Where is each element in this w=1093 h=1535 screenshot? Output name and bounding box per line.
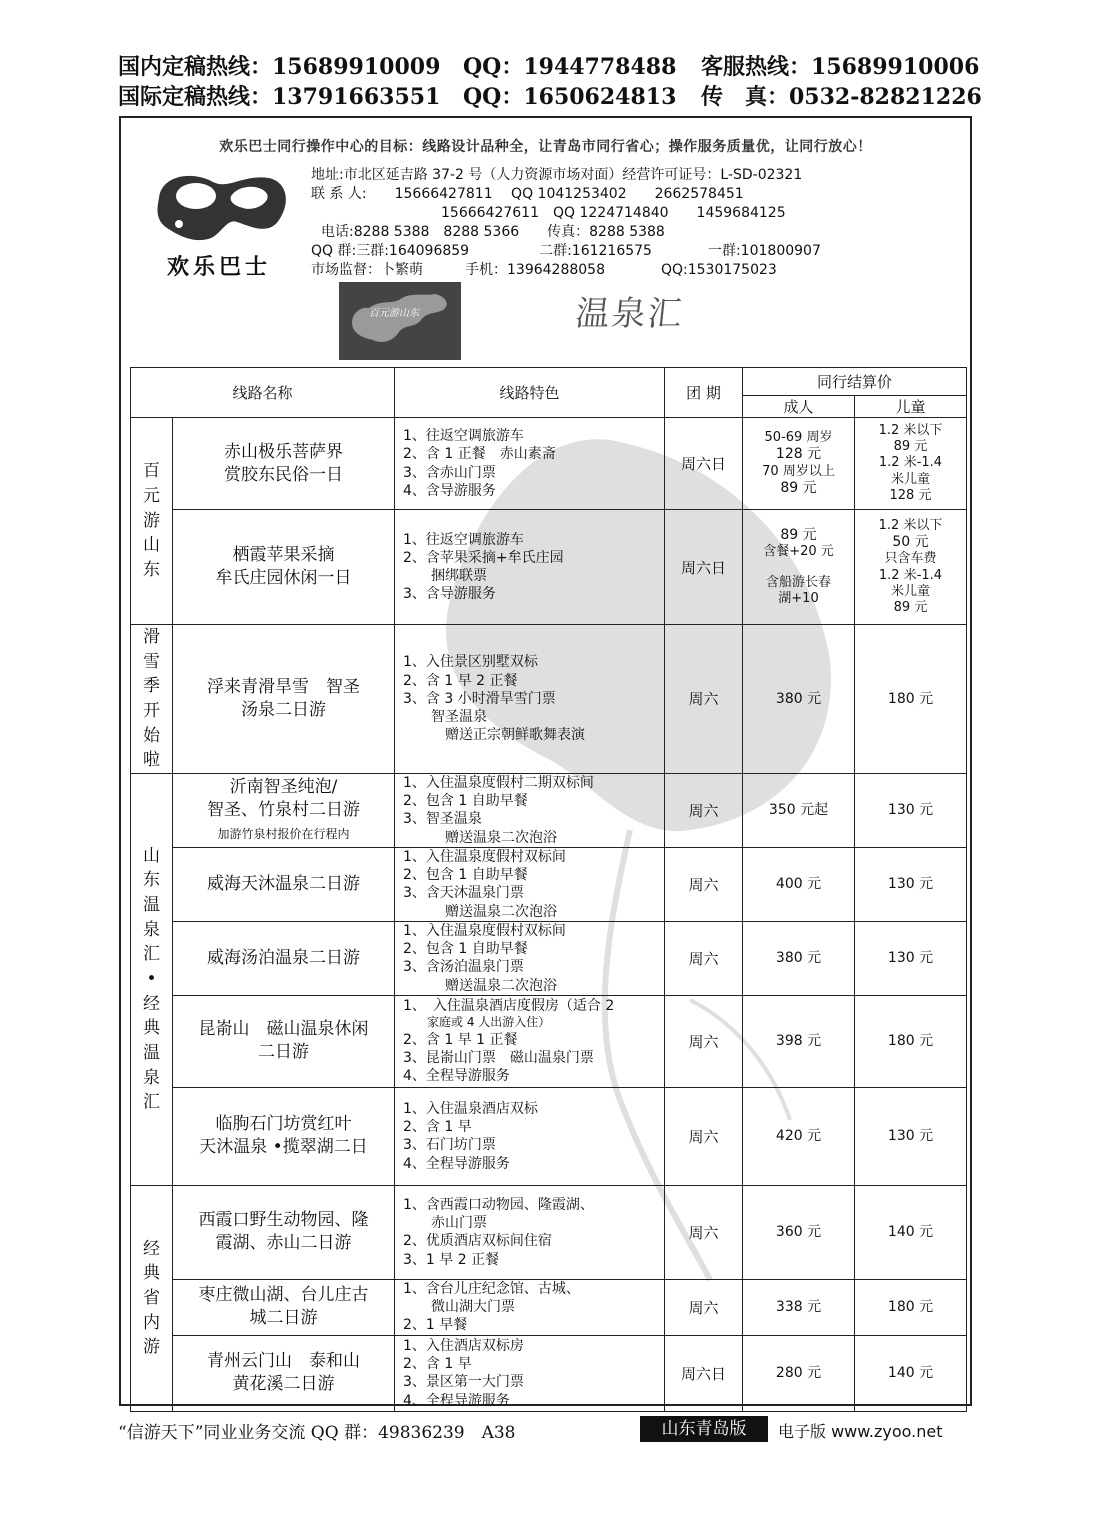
- child-price: 130 元: [855, 1087, 967, 1185]
- tour-date: 周六日: [665, 1335, 743, 1411]
- contact-line-2: 15666427611 QQ 1224714840 1459684125: [441, 205, 786, 221]
- route-name: 栖霞苹果采摘 牟氏庄园休闲一日: [173, 510, 395, 625]
- route-note: 加游竹泉村报价在行程内: [217, 826, 350, 841]
- route-name: 赤山极乐菩萨界 赏胶东民俗一日: [173, 418, 395, 510]
- market-supervisor: 市场监督：卜繁萌 手机：13964288058 QQ:1530175023: [311, 262, 777, 278]
- badge-1-text: 百元游山东: [369, 308, 419, 319]
- category-baiyuan: 百元游山东: [131, 418, 173, 625]
- route-features: 1、 入住温泉酒店度假房（适合 2 家庭或 4 人出游入住） 2、含 1 早 1 正餐 3、昆嵛山门票 磁山温泉门票 4、全程导游服务: [395, 995, 665, 1087]
- route-name: 浮来青滑旱雪 智圣 汤泉二日游: [173, 625, 395, 774]
- domestic-hotline: 国内定稿热线：15689910009: [118, 54, 441, 80]
- route-features: 1、往返空调旅游车 2、含苹果采摘+牟氏庄园 捆绑联票 3、含导游服务: [395, 510, 665, 625]
- route-features: 1、入住温泉酒店双标 2、含 1 早 3、石门坊门票 4、全程导游服务: [395, 1087, 665, 1185]
- route-price-table: [130, 367, 967, 1412]
- tour-date: 周六日: [665, 418, 743, 510]
- table-row: [131, 1335, 967, 1411]
- tour-date: 周六: [665, 847, 743, 921]
- route-features: 1、入住温泉度假村双标间 2、包含 1 自助早餐 3、含汤泊温泉门票 赠送温泉二次泡浴: [395, 921, 665, 995]
- route-features: 1、含台儿庄纪念馆、古城、 微山湖大门票 2、1 早餐: [395, 1279, 665, 1335]
- tour-date: 周六: [665, 995, 743, 1087]
- route-name: 青州云门山 泰和山 黄花溪二日游: [173, 1335, 395, 1411]
- badge-2-text: 温泉汇: [573, 294, 686, 334]
- header-child: 儿童: [855, 396, 967, 418]
- table-row: [131, 773, 967, 847]
- route-name: 威海汤泊温泉二日游: [173, 921, 395, 995]
- adult-price: 398 元: [743, 995, 855, 1087]
- hotline-row-2: [118, 80, 982, 110]
- service-hotline: 客服热线：15689910006: [701, 54, 980, 80]
- child-price: 1.2 米以下 50 元 只含车费 1.2 米-1.4 米儿童 89 元: [855, 510, 967, 625]
- badge-wenquanhui: [573, 286, 706, 356]
- tour-date: 周六: [665, 1087, 743, 1185]
- tour-date: 周六日: [665, 510, 743, 625]
- qq-groups: QQ 群:三群:164096859 二群:161216575 一群:101800907: [311, 243, 821, 259]
- header-price: 同行结算价: [743, 368, 967, 396]
- tour-date: 周六: [665, 1279, 743, 1335]
- child-price: 180 元: [855, 995, 967, 1087]
- adult-price: 89 元 含餐+20 元 含船游长春 湖+10: [743, 510, 855, 625]
- child-price: 180 元: [855, 625, 967, 774]
- child-price: 1.2 米以下 89 元 1.2 米-1.4 米儿童 128 元: [855, 418, 967, 510]
- domestic-qq: QQ：1944778488: [463, 54, 677, 80]
- route-name: 威海天沐温泉二日游: [173, 847, 395, 921]
- header-date: 团 期: [665, 368, 743, 418]
- child-price: 130 元: [855, 921, 967, 995]
- table-row: [131, 1185, 967, 1279]
- adult-price: 280 元: [743, 1335, 855, 1411]
- agency-name: 欢乐巴士: [167, 254, 272, 280]
- adult-price: 380 元: [743, 921, 855, 995]
- adult-price: 50-69 周岁 128 元 70 周岁以上 89 元: [743, 418, 855, 510]
- route-features: 1、含西霞口动物园、隆霞湖、 赤山门票 2、优质酒店双标间住宿 3、1 早 2 正餐: [395, 1185, 665, 1279]
- route-name: 昆嵛山 磁山温泉休闲 二日游: [173, 995, 395, 1087]
- adult-price: 380 元: [743, 625, 855, 774]
- table-row: [131, 995, 967, 1087]
- header-route-name: 线路名称: [131, 368, 395, 418]
- agency-address: 地址:市北区延吉路 37-2 号（人力资源市场对面）经营许可证号：L-SD-02321: [311, 167, 803, 183]
- child-price: 140 元: [855, 1335, 967, 1411]
- table-row: [131, 1279, 967, 1335]
- tour-date: 周六: [665, 773, 743, 847]
- contact-line-1: 联 系 人: 15666427811 QQ 1041253402 2662578451: [311, 186, 744, 202]
- route-name: 沂南智圣纯泡/ 智圣、竹泉村二日游 加游竹泉村报价在行程内: [173, 773, 395, 847]
- header-feature: 线路特色: [395, 368, 665, 418]
- shandong-map-icon: [339, 282, 461, 360]
- table-row: [131, 921, 967, 995]
- agency-slogan: 欢乐巴士同行操作中心的目标：线路设计品种全，让青岛市同行省心；操作服务质量优，让同行放心！: [219, 139, 872, 155]
- tour-date: 周六: [665, 1185, 743, 1279]
- footer-qq-group: “信游天下”同业业务交流 QQ 群：49836239 A38: [118, 1423, 516, 1443]
- route-name: 西霞口野生动物园、隆 霞湖、赤山二日游: [173, 1185, 395, 1279]
- phone-fax: 电话:8288 5388 8288 5366 传真：8288 5388: [321, 224, 665, 240]
- route-name: 临朐石门坊赏红叶 天沐温泉 •揽翠湖二日: [173, 1087, 395, 1185]
- route-features: 1、往返空调旅游车 2、含 1 正餐 赤山素斋 3、含赤山门票 4、含导游服务: [395, 418, 665, 510]
- tour-date: 周六: [665, 921, 743, 995]
- child-price: 130 元: [855, 847, 967, 921]
- table-row: [131, 625, 967, 774]
- route-features: 1、入住温泉度假村二期双标间 2、包含 1 自助早餐 3、智圣温泉 赠送温泉二次泡浴: [395, 773, 665, 847]
- table-row: [131, 510, 967, 625]
- happy-bus-logo-icon: [151, 168, 291, 248]
- header-adult: 成人: [743, 396, 855, 418]
- child-price: 130 元: [855, 773, 967, 847]
- edition-label: 山东青岛版: [640, 1416, 768, 1442]
- fax-number: 传 真：0532-82821226: [701, 84, 982, 110]
- route-features: 1、入住酒店双标房 2、含 1 早 3、景区第一大门票 4、全程导游服务: [395, 1335, 665, 1411]
- route-features: 1、入住景区别墅双标 2、含 1 早 2 正餐 3、含 3 小时滑旱雪门票 智圣温泉 赠送正宗朝鲜歌舞表演: [395, 625, 665, 774]
- adult-price: 400 元: [743, 847, 855, 921]
- table-row: [131, 418, 967, 510]
- category-hot-spring: 山东温泉汇•经典温泉汇: [131, 773, 173, 1185]
- intl-qq: QQ：1650624813: [463, 84, 677, 110]
- category-provincial: 经典省内游: [131, 1185, 173, 1411]
- child-price: 140 元: [855, 1185, 967, 1279]
- e-version-link[interactable]: 电子版 www.zyoo.net: [778, 1422, 943, 1441]
- hotline-row-1: [118, 50, 980, 80]
- route-name: 枣庄微山湖、台儿庄古 城二日游: [173, 1279, 395, 1335]
- intl-hotline: 国际定稿热线：13791663551: [118, 84, 441, 110]
- adult-price: 338 元: [743, 1279, 855, 1335]
- badge-baiyuan-shandong: [339, 282, 461, 360]
- adult-price: 360 元: [743, 1185, 855, 1279]
- category-ski: 滑雪季开始啦: [131, 625, 173, 774]
- table-row: [131, 847, 967, 921]
- table-row: [131, 1087, 967, 1185]
- tour-date: 周六: [665, 625, 743, 774]
- adult-price: 350 元起: [743, 773, 855, 847]
- adult-price: 420 元: [743, 1087, 855, 1185]
- route-features: 1、入住温泉度假村双标间 2、包含 1 自助早餐 3、含天沐温泉门票 赠送温泉二次泡浴: [395, 847, 665, 921]
- child-price: 180 元: [855, 1279, 967, 1335]
